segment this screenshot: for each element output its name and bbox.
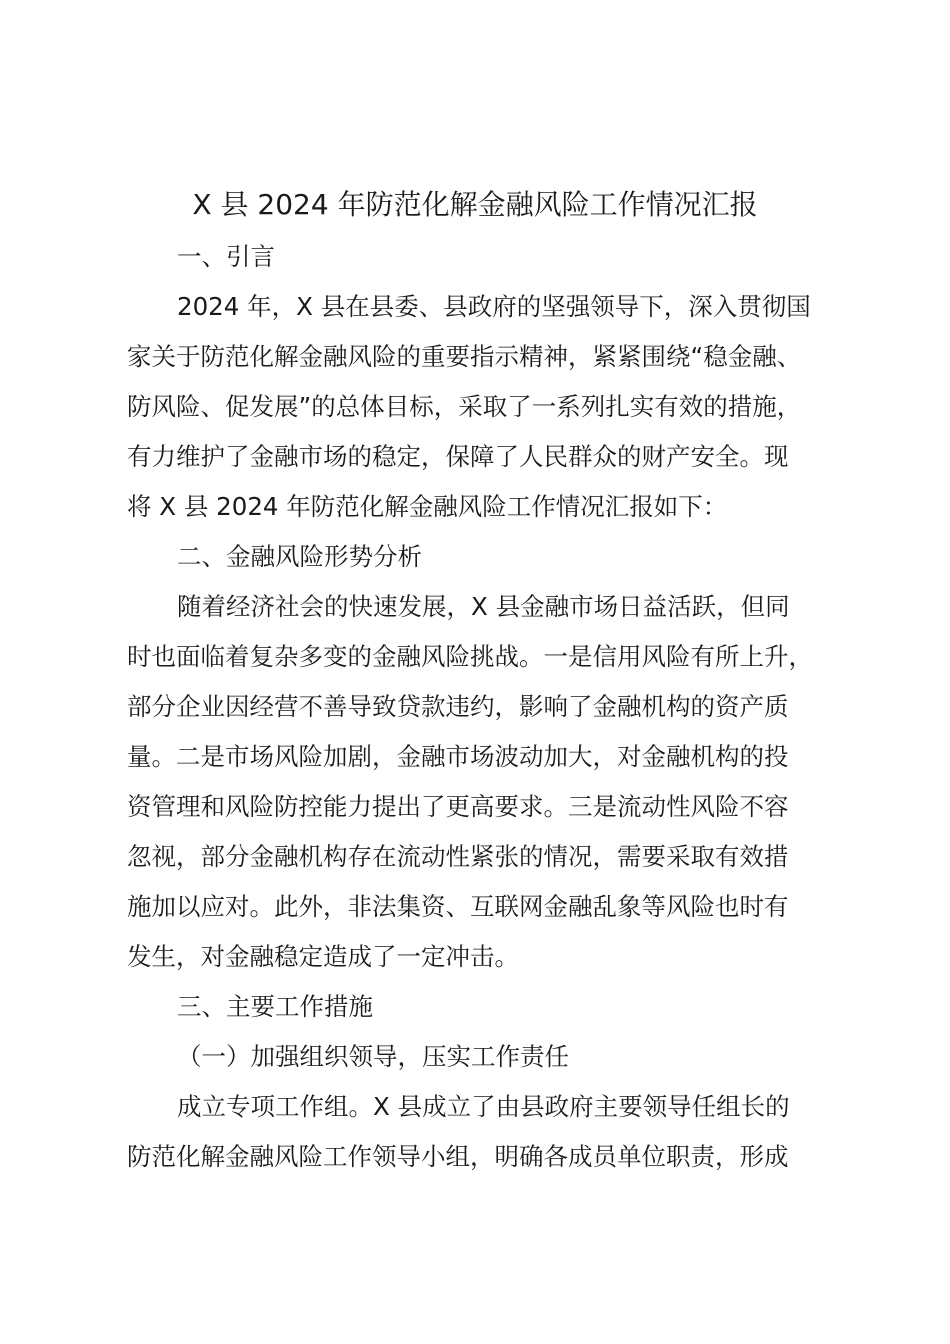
text-line: 时也面临着复杂多变的金融风险挑战。一是信用风险有所上升， xyxy=(127,642,813,671)
text-line: 防范化解金融风险工作领导小组，明确各成员单位职责，形成 xyxy=(127,1142,789,1171)
text-line: 部分企业因经营不善导致贷款违约，影响了金融机构的资产质 xyxy=(127,692,789,721)
text-line: 将 X 县 2024 年防范化解金融风险工作情况汇报如下： xyxy=(127,492,728,521)
text-line: 量。二是市场风险加剧，金融市场波动加大，对金融机构的投 xyxy=(127,742,789,771)
text-line: 有力维护了金融市场的稳定，保障了人民群众的财产安全。现 xyxy=(127,442,789,471)
text-line: 成立专项工作组。X 县成立了由县政府主要领导任组长的 xyxy=(177,1092,790,1121)
text-line: 2024 年，X 县在县委、县政府的坚强领导下，深入贯彻国 xyxy=(177,292,811,321)
text-line: （一）加强组织领导，压实工作责任 xyxy=(177,1042,569,1071)
text-line: 防风险、促发展”的总体目标，采取了一系列扎实有效的措施， xyxy=(127,392,802,421)
document-body xyxy=(127,232,847,1182)
text-line: 家关于防范化解金融风险的重要指示精神，紧紧围绕“稳金融、 xyxy=(127,342,802,371)
text-line: 发生，对金融稳定造成了一定冲击。 xyxy=(127,942,519,971)
text-line: 二、金融风险形势分析 xyxy=(177,542,422,571)
text-line: 一、引言 xyxy=(177,242,275,271)
document-title: X 县 2024 年防范化解金融风险工作情况汇报 xyxy=(192,188,758,221)
text-line: 三、主要工作措施 xyxy=(177,992,373,1021)
text-line: 随着经济社会的快速发展，X 县金融市场日益活跃，但同 xyxy=(177,592,790,621)
text-line: 忽视，部分金融机构存在流动性紧张的情况，需要采取有效措 xyxy=(127,842,789,871)
text-line: 施加以应对。此外，非法集资、互联网金融乱象等风险也时有 xyxy=(127,892,789,921)
text-line: 资管理和风险防控能力提出了更高要求。三是流动性风险不容 xyxy=(127,792,789,821)
